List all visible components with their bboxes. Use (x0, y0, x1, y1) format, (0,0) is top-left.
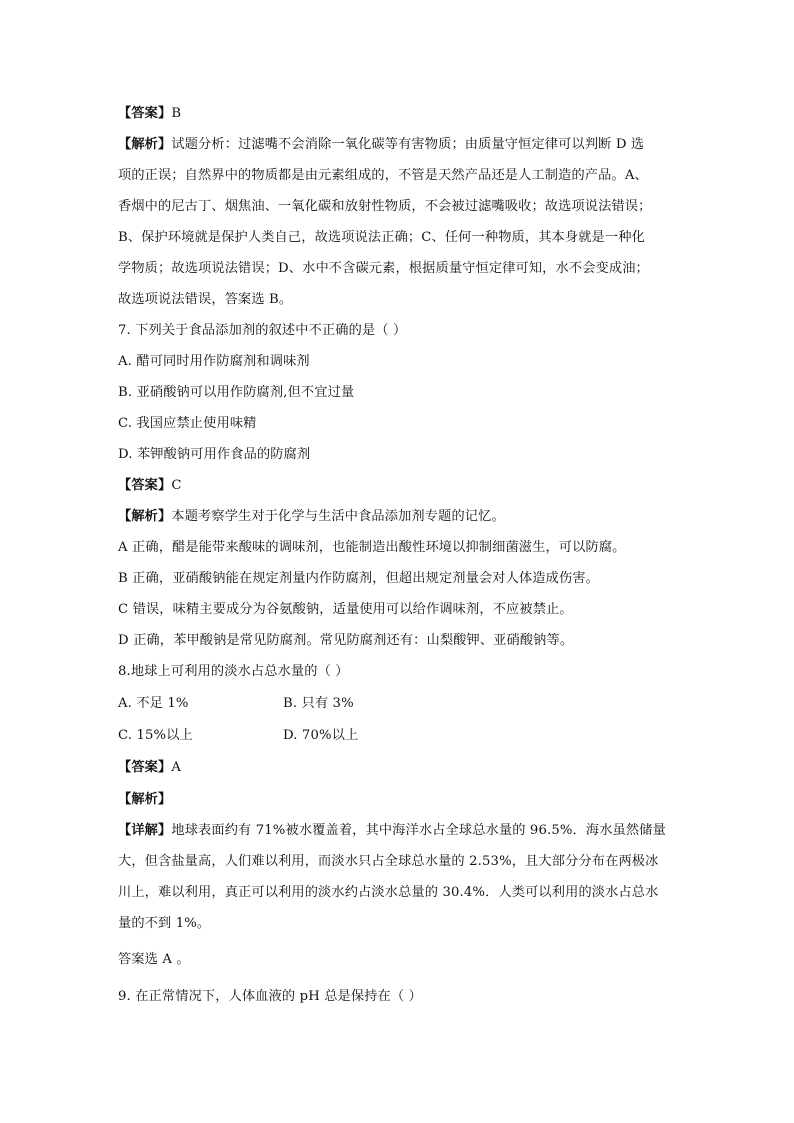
q7-analysis-line-c: C 错误，味精主要成分为谷氨酸钠，适量使用可以给作调味剂，不应被禁止。 (118, 602, 573, 617)
answer-label: 【答案】 (118, 478, 172, 493)
q6-analysis-line-3: 香烟中的尼古丁、烟焦油、一氧化碳和放射性物质，不会被过滤嘴吸收；故选项说法错误； (118, 199, 652, 214)
analysis-text: 本题考察学生对于化学与生活中食品添加剂专题的记忆。 (171, 509, 505, 524)
answer-label: 【答案】 (118, 760, 172, 775)
q8-option-c: C. 15%以上 (118, 728, 193, 743)
answer-value: C (171, 478, 182, 493)
q7-stem: 7. 下列关于食品添加剂的叙述中不正确的是（ ） (118, 323, 407, 338)
analysis-label: 【解析】 (118, 509, 172, 524)
analysis-text: 试题分析：过滤嘴不会消除一氧化碳等有害物质；由质量守恒定律可以判断 D 选 (171, 137, 645, 152)
q7-analysis-line-b: B 正确，亚硝酸钠能在规定剂量内作防腐剂，但超出规定剂量会对人体造成伤害。 (118, 571, 599, 586)
q8-detail-line-4: 量的不到 1%。 (118, 916, 211, 931)
q8-answer (118, 758, 181, 778)
answer-label: 【答案】 (118, 106, 172, 121)
q7-option-a: A. 醋可同时用作防腐剂和调味剂 (118, 354, 310, 369)
q7-option-d: D. 苯钾酸钠可用作食品的防腐剂 (118, 447, 311, 462)
q8-option-b: B. 只有 3% (283, 696, 354, 711)
q9-stem: 9. 在正常情况下，人体血液的 pH 总是保持在（ ） (118, 989, 422, 1004)
q8-conclusion: 答案选 A 。 (118, 952, 190, 967)
q8-options-row-2 (118, 726, 518, 746)
q6-answer (118, 104, 181, 124)
q8-option-a: A. 不足 1% (118, 696, 189, 711)
answer-value: A (171, 760, 182, 775)
detail-text: 地球表面约有 71%被水覆盖着，其中海洋水占全球总水量的 96.5%．海水虽然储量 (171, 823, 666, 838)
q8-options-row-1 (118, 694, 518, 714)
q7-analysis-line-a: A 正确，醋是能带来酸味的调味剂，也能制造出酸性环境以抑制细菌滋生，可以防腐。 (118, 540, 626, 555)
q6-analysis-line-5: 学物质；故选项说法错误；D、水中不含碳元素，根据质量守恒定律可知，水不会变成油； (118, 261, 649, 276)
q7-analysis-line-d: D 正确，苯甲酸钠是常见防腐剂。常见防腐剂还有：山梨酸钾、亚硝酸钠等。 (118, 633, 574, 648)
q8-stem: 8.地球上可利用的淡水占总水量的（ ） (118, 664, 349, 679)
detail-label: 【详解】 (118, 823, 172, 838)
q6-analysis-line-1 (118, 135, 644, 155)
q7-answer (118, 476, 182, 496)
q6-analysis-line-6: 故选项说法错误，答案选 B。 (118, 292, 293, 307)
q8-option-d: D. 70%以上 (283, 728, 359, 743)
answer-value: B (171, 106, 182, 121)
q7-option-b: B. 亚硝酸钠可以用作防腐剂,但不宜过量 (118, 385, 355, 400)
q8-detail-line-3: 川上，难以利用，真正可以利用的淡水约占淡水总量的 30.4%．人类可以利用的淡水占总水 (118, 885, 659, 900)
q8-analysis-label: 【解析】 (118, 792, 172, 807)
q8-detail-line-1 (118, 821, 666, 841)
q7-option-c: C. 我国应禁止使用味精 (118, 416, 257, 431)
q8-detail-line-2: 大，但含盐量高，人们难以利用，而淡水只占全球总水量的 2.53%，且大部分分布在两极冰 (118, 854, 659, 869)
q6-analysis-line-4: B、保护环境就是保护人类自己，故选项说法正确；C、任何一种物质，其本身就是一种化 (118, 230, 645, 245)
q7-analysis-intro (118, 507, 505, 527)
analysis-label: 【解析】 (118, 137, 172, 152)
q6-analysis-line-2: 项的正误；自然界中的物质都是由元素组成的，不管是天然产品还是人工制造的产品。A、 (118, 168, 648, 183)
